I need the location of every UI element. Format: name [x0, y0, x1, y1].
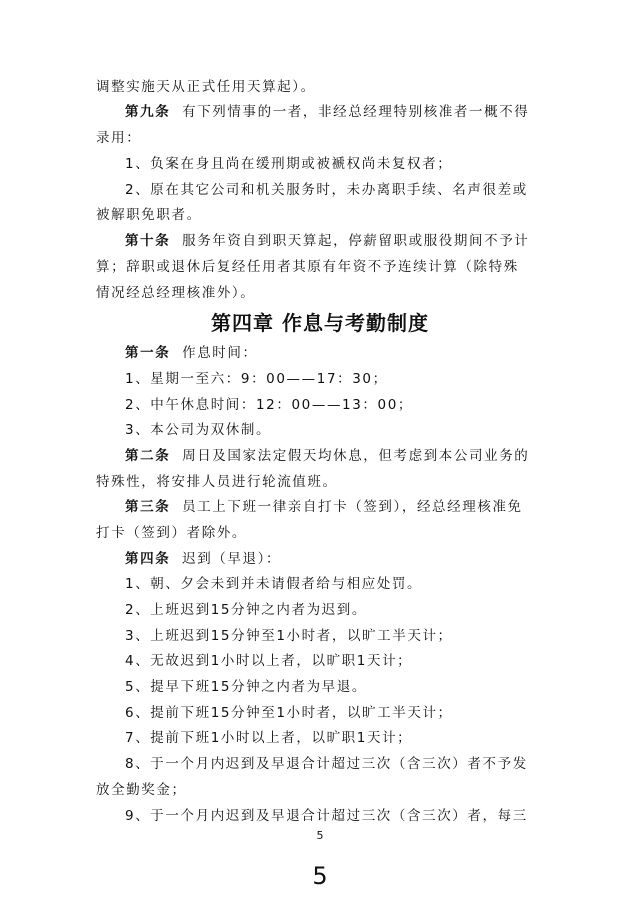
- article-heading: 第九条: [125, 104, 171, 120]
- article-text: 服务年资自到职天算起，停薪留职或服役期间不予计: [182, 233, 530, 249]
- article-line: [0, 447, 640, 465]
- article-line: [0, 498, 640, 516]
- text-line: 2、中午休息时间：12：00——13：00；: [125, 397, 414, 413]
- text-line: 情况经总经理核准外）。: [96, 285, 256, 301]
- text-line: 算；辞职或退休后复经任用者其原有年资不予连续计算（除特殊: [96, 259, 519, 275]
- text-line: 被解职免职者。: [96, 207, 202, 223]
- text-line: 3、上班迟到15分钟至1小时者，以旷工半天计；: [125, 628, 453, 644]
- article-text: 员工上下班一律亲自打卡（签到），经总经理核准免: [182, 499, 523, 515]
- chapter-title: 第四章 作息与考勤制度: [211, 311, 429, 335]
- text-line: 打卡（签到）者除外。: [96, 525, 247, 541]
- text-line: 调整实施天从正式任用天算起）。: [96, 79, 316, 95]
- text-line: 5、提早下班15分钟之内者为早退。: [125, 679, 367, 695]
- text-line: 特殊性，将安排人员进行轮流值班。: [96, 474, 338, 490]
- article-text: 作息时间：: [182, 345, 258, 361]
- article-line: [0, 103, 640, 121]
- article-heading: 第十条: [125, 233, 171, 249]
- text-line: 6、提前下班15分钟至1小时者，以旷工半天计；: [125, 705, 453, 721]
- text-line: 2、上班迟到15分钟之内者为迟到。: [125, 602, 367, 618]
- article-line: [0, 550, 640, 568]
- article-heading: 第一条: [125, 345, 171, 361]
- text-line: 1、星期一至六：9：00——17：30；: [125, 371, 388, 387]
- article-text: 有下列情事的一者，非经总经理特别核准者一概不得: [182, 104, 530, 120]
- article-line: [0, 344, 640, 362]
- page-number-small: 5: [316, 829, 324, 842]
- article-heading: 第二条: [125, 448, 171, 464]
- text-line: 1、负案在身且尚在缓刑期或被褫权尚未复权者；: [125, 156, 453, 172]
- text-line: 1、朝、夕会未到并未请假者给与相应处罚。: [125, 576, 423, 592]
- article-text: 周日及国家法定假天均休息，但考虑到本公司业务的: [182, 448, 530, 464]
- text-line: 放全勤奖金；: [96, 782, 187, 798]
- text-line: 7、提前下班1小时以上者，以旷职1天计；: [125, 730, 413, 746]
- text-line: 3、本公司为双休制。: [125, 422, 272, 438]
- text-line: 9、于一个月内迟到及早退合计超过三次（含三次）者，每三: [125, 808, 528, 824]
- article-line: [0, 232, 640, 250]
- article-text: 迟到（早退）：: [182, 551, 282, 567]
- article-heading: 第三条: [125, 499, 171, 515]
- page-number-large: 5: [312, 862, 328, 890]
- text-line: 录用：: [96, 130, 142, 146]
- text-line: 2、原在其它公司和机关服务时，未办离职手续、名声很差或: [125, 182, 528, 198]
- text-line: 4、无故迟到1小时以上者，以旷职1天计；: [125, 653, 413, 669]
- text-line: 8、于一个月内迟到及早退合计超过三次（含三次）者不予发: [125, 756, 528, 772]
- article-heading: 第四条: [125, 551, 171, 567]
